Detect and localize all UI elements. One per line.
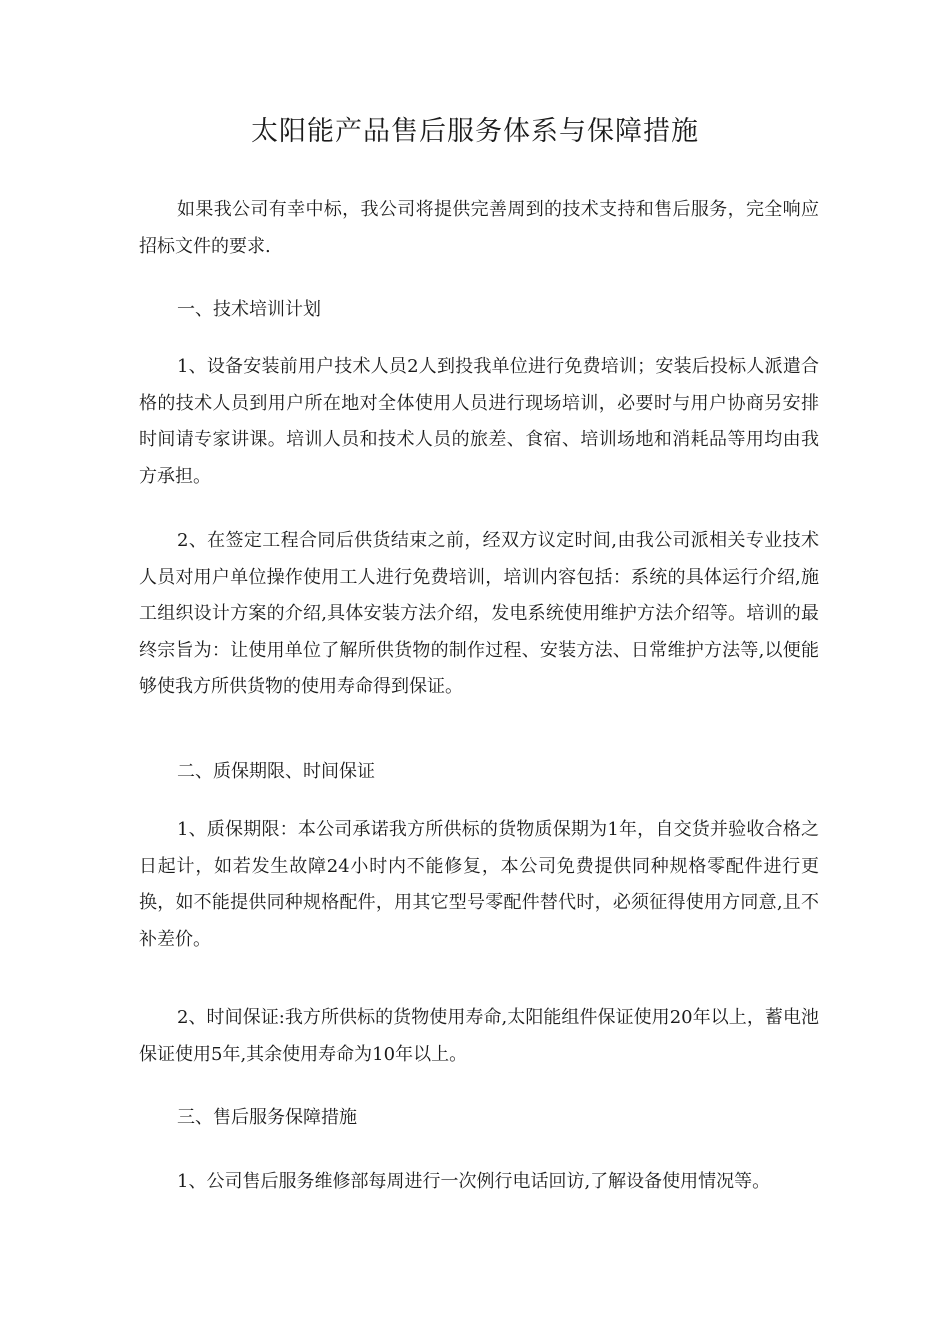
section-heading-training: 一、技术培训计划 bbox=[177, 299, 321, 320]
intro-paragraph: 如果我公司有幸中标，我公司将提供完善周到的技术支持和售后服务，完全响应招标文件的要求. bbox=[139, 199, 819, 257]
service-paragraph-1: 1、公司售后服务维修部每周进行一次例行电话回访,了解设备使用情况等。 bbox=[177, 1171, 771, 1192]
warranty-paragraph-2: 2、时间保证:我方所供标的货物使用寿命,太阳能组件保证使用20年以上，蓄电池保证使用5年,其余使用寿命为10年以上。 bbox=[139, 1007, 819, 1065]
training-paragraph-1: 1、设备安装前用户技术人员2人到投我单位进行免费培训；安装后投标人派遣合格的技术人员到用户所在地对全体使用人员进行现场培训，必要时与用户协商另安排时间请专家讲课。培训人员和技术人员的旅差、食宿、培训场地和消耗品等用均由我方承担。 bbox=[139, 356, 819, 487]
section-heading-service: 三、售后服务保障措施 bbox=[177, 1107, 357, 1128]
warranty-paragraph-1: 1、质保期限：本公司承诺我方所供标的货物质保期为1年，自交货并验收合格之日起计，如若发生故障24小时内不能修复，本公司免费提供同种规格零配件进行更换，如不能提供同种规格配件，用其它型号零配件替代时，必须征得使用方同意,且不补差价。 bbox=[139, 819, 819, 950]
page-title: 太阳能产品售后服务体系与保障措施 bbox=[251, 116, 699, 147]
section-heading-warranty: 二、质保期限、时间保证 bbox=[177, 761, 375, 782]
training-paragraph-2: 2、在签定工程合同后供货结束之前，经双方议定时间,由我公司派相关专业技术人员对用户单位操作使用工人进行免费培训，培训内容包括：系统的具体运行介绍,施工组织设计方案的介绍,具体安装方法介绍，发电系统使用维护方法介绍等。培训的最终宗旨为：让使用单位了解所供货物的制作过程、安装方法、日常维护方法等,以便能够使我方所供货物的使用寿命得到保证。 bbox=[139, 530, 819, 697]
